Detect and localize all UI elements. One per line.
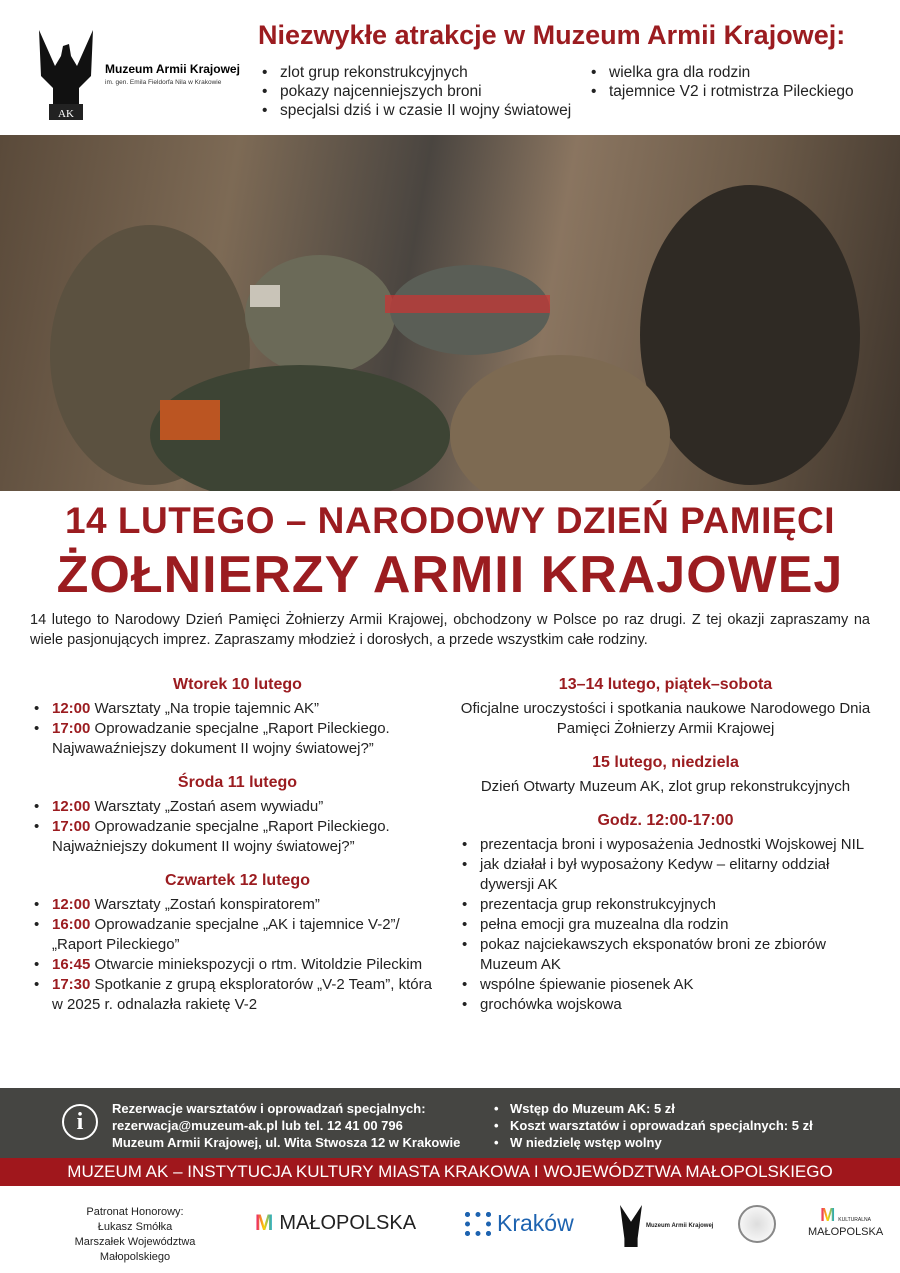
- event-item: • prezentacja grup rekonstrukcyjnych: [458, 895, 873, 915]
- info-line: Rezerwacje warsztatów i oprowadzań specjalnych:: [112, 1101, 426, 1116]
- eagle-icon: [620, 1205, 642, 1247]
- attractions-list-right: [587, 63, 854, 101]
- headline-line2: ŻOŁNIERZY ARMII KRAJOWEJ: [56, 546, 844, 604]
- event-item: • 17:00 Oprowadzanie specjalne „Raport Pileckiego. Najwawaźniejszy dokument II wojny światowej?”: [30, 719, 445, 759]
- day-title: Czwartek 12 lutego: [165, 872, 310, 889]
- day-title: Wtorek 10 lutego: [173, 676, 302, 693]
- institution-bar: MUZEUM AK – INSTYTUCJA KULTURY MIASTA KRAKOWA I WOJEWÓDZTWA MAŁOPOLSKIEGO: [0, 1158, 900, 1186]
- event-item: • wspólne śpiewanie piosenek AK: [458, 975, 873, 995]
- logo-subtitle: im. gen. Emila Fieldorfa Nila w Krakowie: [105, 79, 222, 86]
- event-item: • 17:30 Spotkanie z grupą eksploratorów „V-2 Team”, która w 2025 r. odnalazła rakietę V-2: [30, 975, 445, 1015]
- krakow-logo: Kraków: [465, 1210, 574, 1237]
- intro-text: 14 lutego to Narodowy Dzień Pamięci Żołnierzy Armii Krajowej, obchodzony w Polsce po raz drugi. Z tej okazji zapraszamy na wiele pasjonujących imprez. Zapraszamy młodzież i dorosłych, a przede wszystkim całe rodziny.: [30, 612, 870, 648]
- price-item: • Koszt warsztatów i oprowadzań specjalnych: 5 zł: [490, 1117, 813, 1134]
- info-icon: i: [62, 1104, 98, 1140]
- price-item: • W niedzielę wstęp wolny: [490, 1134, 813, 1151]
- event-item: • pełna emocji gra muzealna dla rodzin: [458, 915, 873, 935]
- section-title: 15 lutego, niedziela: [592, 754, 739, 771]
- day-section: [30, 675, 445, 759]
- event-item: • 12:00 Warsztaty „Zostań asem wywiadu”: [30, 797, 445, 817]
- section-title: Godz. 12:00-17:00: [597, 812, 734, 829]
- info-band: [0, 1088, 900, 1158]
- hero-photo: [0, 135, 900, 491]
- museum-logo: [35, 24, 245, 124]
- event-item: • 16:00 Oprowadzanie specjalne „AK i tajemnice V-2”/„Raport Pileckiego”: [30, 915, 445, 955]
- section-title: 13–14 lutego, piątek–sobota: [558, 676, 773, 693]
- info-contact[interactable]: rezerwacja@muzeum-ak.pl lub tel. 12 41 00 796: [112, 1118, 403, 1133]
- museum-logo-small: Muzeum Armii Krajowej: [620, 1205, 713, 1247]
- headline-line1: 14 LUTEGO – NARODOWY DZIEŃ PAMIĘCI: [64, 500, 836, 541]
- list-item: • zlot grup rekonstrukcyjnych: [258, 63, 571, 82]
- info-address: Muzeum Armii Krajowej, ul. Wita Stwosza 12 w Krakowie: [112, 1135, 461, 1150]
- event-item: • pokaz najciekawszych eksponatów broni ze zbiorów Muzeum AK: [458, 935, 873, 975]
- kulturalna-malopolska-logo: M KULTURALNA MAŁOPOLSKA: [808, 1205, 884, 1238]
- m-mark-icon: M: [255, 1210, 274, 1235]
- seal-logo-icon: [738, 1205, 776, 1243]
- event-item: • jak działał i był wyposażony Kedyw – elitarny oddział dywersji AK: [458, 855, 873, 895]
- day-title: Środa 11 lutego: [177, 774, 298, 791]
- list-item: • pokazy najcenniejszych broni: [258, 82, 571, 101]
- list-item: • specjalsi dziś i w czasie II wojny światowej: [258, 101, 571, 120]
- event-item: • grochówka wojskowa: [458, 995, 873, 1015]
- section-text: Oficjalne uroczystości i spotkania naukowe Narodowego Dnia Pamięci Żołnierzy Armii Krajowej: [460, 700, 871, 737]
- logo-letters: AK: [58, 108, 74, 120]
- day-section: [30, 871, 445, 1015]
- malopolska-logo: M MAŁOPOLSKA: [255, 1210, 417, 1235]
- event-item: • 12:00 Warsztaty „Na tropie tajemnic AK”: [30, 699, 445, 719]
- schedule-right: [458, 675, 873, 1029]
- eagle-icon: [35, 26, 97, 122]
- event-item: • prezentacja broni i wyposażenia Jednostki Wojskowej NIL: [458, 835, 873, 855]
- event-item: • 12:00 Warsztaty „Zostań konspiratorem”: [30, 895, 445, 915]
- honorary-patron: [40, 1205, 230, 1265]
- patron-label: Patronat Honorowy:: [86, 1206, 184, 1218]
- event-item: • 16:45 Otwarcie miniekspozycji o rtm. Witoldzie Pileckim: [30, 955, 445, 975]
- schedule-left: [30, 675, 445, 1029]
- section-text: Dzień Otwarty Muzeum AK, zlot grup rekonstrukcyjnych: [480, 778, 851, 795]
- logo-name: Muzeum Armii Krajowej: [105, 62, 240, 76]
- day-section: [30, 773, 445, 857]
- list-item: • wielka gra dla rodzin: [587, 63, 854, 82]
- krakow-grid-icon: [465, 1212, 491, 1236]
- header-title: Niezwykłe atrakcje w Muzeum Armii Krajowej:: [258, 20, 846, 50]
- event-item: • 17:00 Oprowadzanie specjalne „Raport Pileckiego. Najważniejszy dokument II wojny światowej?”: [30, 817, 445, 857]
- list-item: • tajemnice V2 i rotmistrza Pileckiego: [587, 82, 854, 101]
- attractions-list-left: [258, 63, 571, 120]
- price-item: • Wstęp do Muzeum AK: 5 zł: [490, 1100, 813, 1117]
- patron-name: Łukasz Smółka: [97, 1221, 173, 1233]
- soldiers-photo-image: [0, 135, 900, 491]
- patron-title: Marszałek Województwa Małopolskiego: [74, 1236, 196, 1263]
